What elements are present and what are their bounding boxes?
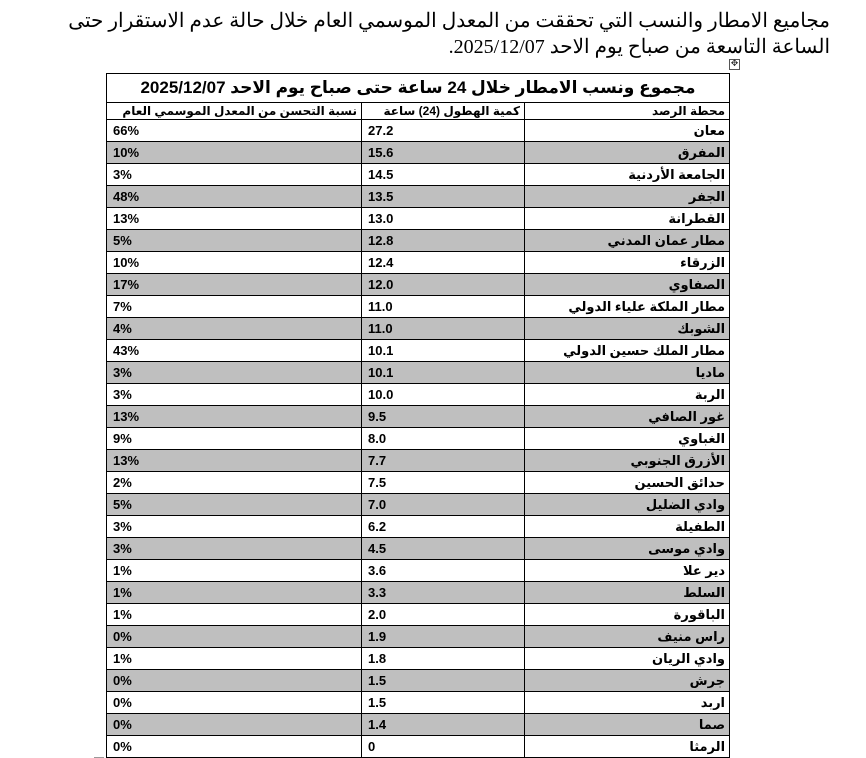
station-cell: دير علا	[525, 560, 730, 582]
pct-cell: 4%	[107, 318, 362, 340]
table-row	[107, 384, 730, 406]
station-cell: جرش	[525, 670, 730, 692]
station-cell: اربد	[525, 692, 730, 714]
amount-cell: 1.5	[362, 692, 525, 714]
table-row	[107, 582, 730, 604]
pct-cell: 1%	[107, 560, 362, 582]
pct-cell: 2%	[107, 472, 362, 494]
amount-cell: 1.9	[362, 626, 525, 648]
station-cell: الجفر	[525, 186, 730, 208]
pct-cell: 10%	[107, 142, 362, 164]
table-row	[107, 296, 730, 318]
pct-cell: 3%	[107, 538, 362, 560]
table-row	[107, 164, 730, 186]
amount-cell: 10.1	[362, 362, 525, 384]
amount-cell: 3.6	[362, 560, 525, 582]
pct-cell: 1%	[107, 582, 362, 604]
pct-cell: 3%	[107, 384, 362, 406]
station-cell: الربة	[525, 384, 730, 406]
amount-cell: 27.2	[362, 120, 525, 142]
station-cell: الشوبك	[525, 318, 730, 340]
station-cell: وادي الريان	[525, 648, 730, 670]
pct-cell: 5%	[107, 494, 362, 516]
amount-cell: 14.5	[362, 164, 525, 186]
pct-cell: 13%	[107, 208, 362, 230]
table-row	[107, 318, 730, 340]
pct-cell: 48%	[107, 186, 362, 208]
station-cell: مطار عمان المدني	[525, 230, 730, 252]
table-row	[107, 362, 730, 384]
station-cell: ماديا	[525, 362, 730, 384]
pct-cell: 43%	[107, 340, 362, 362]
amount-cell: 12.4	[362, 252, 525, 274]
station-cell: الجامعة الأردنية	[525, 164, 730, 186]
pct-cell: 0%	[107, 692, 362, 714]
table-row	[107, 692, 730, 714]
amount-cell: 11.0	[362, 296, 525, 318]
table-row	[107, 472, 730, 494]
header-amount: كمية الهطول (24) ساعة	[362, 103, 525, 120]
pct-cell: 17%	[107, 274, 362, 296]
amount-cell: 4.5	[362, 538, 525, 560]
amount-cell: 1.8	[362, 648, 525, 670]
table-row	[107, 714, 730, 736]
station-cell: الطفيلة	[525, 516, 730, 538]
pct-cell: 3%	[107, 164, 362, 186]
table-body	[107, 120, 730, 758]
amount-cell: 12.8	[362, 230, 525, 252]
amount-cell: 7.7	[362, 450, 525, 472]
station-cell: وادي الضليل	[525, 494, 730, 516]
header-station: محطة الرصد	[525, 103, 730, 120]
amount-cell: 13.5	[362, 186, 525, 208]
table-row	[107, 230, 730, 252]
pct-cell: 0%	[107, 714, 362, 736]
table-row	[107, 450, 730, 472]
table-row	[107, 560, 730, 582]
amount-cell: 13.0	[362, 208, 525, 230]
station-cell: غور الصافي	[525, 406, 730, 428]
pct-cell: 66%	[107, 120, 362, 142]
table-move-handle-icon[interactable]: ✥	[730, 59, 739, 69]
table-row	[107, 274, 730, 296]
table-row	[107, 186, 730, 208]
table-row	[107, 494, 730, 516]
pct-cell: 9%	[107, 428, 362, 450]
table-title: مجموع ونسب الامطار خلال 24 ساعة حتى صباح يوم الاحد 2025/12/07	[107, 74, 730, 103]
pct-cell: 10%	[107, 252, 362, 274]
station-cell: القطرانة	[525, 208, 730, 230]
station-cell: السلط	[525, 582, 730, 604]
pct-cell: 3%	[107, 516, 362, 538]
amount-cell: 8.0	[362, 428, 525, 450]
table-row	[107, 120, 730, 142]
amount-cell: 1.4	[362, 714, 525, 736]
amount-cell: 0	[362, 736, 525, 758]
station-cell: معان	[525, 120, 730, 142]
station-cell: حدائق الحسين	[525, 472, 730, 494]
pct-cell: 7%	[107, 296, 362, 318]
table-row	[107, 538, 730, 560]
amount-cell: 2.0	[362, 604, 525, 626]
table-row	[107, 142, 730, 164]
station-cell: مطار الملك حسين الدولي	[525, 340, 730, 362]
header-percent: نسبة التحسن من المعدل الموسمي العام	[107, 103, 362, 120]
amount-cell: 11.0	[362, 318, 525, 340]
amount-cell: 9.5	[362, 406, 525, 428]
amount-cell: 7.0	[362, 494, 525, 516]
pct-cell: 1%	[107, 648, 362, 670]
station-cell: الصفاوي	[525, 274, 730, 296]
station-cell: راس منيف	[525, 626, 730, 648]
table-row	[107, 406, 730, 428]
table-row	[107, 252, 730, 274]
table-row	[107, 670, 730, 692]
pct-cell: 13%	[107, 406, 362, 428]
pct-cell: 5%	[107, 230, 362, 252]
pct-cell: 3%	[107, 362, 362, 384]
table-row	[107, 428, 730, 450]
station-cell: الزرقاء	[525, 252, 730, 274]
station-cell: الرمثا	[525, 736, 730, 758]
station-cell: وادي موسى	[525, 538, 730, 560]
station-cell: مطار الملكة علياء الدولي	[525, 296, 730, 318]
station-cell: المفرق	[525, 142, 730, 164]
pct-cell: 1%	[107, 604, 362, 626]
amount-cell: 7.5	[362, 472, 525, 494]
table-row	[107, 736, 730, 758]
pct-cell: 0%	[107, 670, 362, 692]
station-cell: الأزرق الجنوبي	[525, 450, 730, 472]
amount-cell: 15.6	[362, 142, 525, 164]
amount-cell: 10.1	[362, 340, 525, 362]
pct-cell: 0%	[107, 626, 362, 648]
station-cell: الباقورة	[525, 604, 730, 626]
table-row	[107, 516, 730, 538]
station-cell: صما	[525, 714, 730, 736]
amount-cell: 10.0	[362, 384, 525, 406]
table-row	[107, 626, 730, 648]
intro-paragraph: مجاميع الامطار والنسب التي تحققت من المعدل الموسمي العام خلال حالة عدم الاستقرار حتى الساعة التاسعة من صباح يوم الاحد 2025/12/07.	[68, 10, 830, 58]
amount-cell: 1.5	[362, 670, 525, 692]
amount-cell: 3.3	[362, 582, 525, 604]
table-row	[107, 208, 730, 230]
table-row	[107, 340, 730, 362]
amount-cell: 6.2	[362, 516, 525, 538]
pct-cell: 13%	[107, 450, 362, 472]
amount-cell: 12.0	[362, 274, 525, 296]
station-cell: الغباوي	[525, 428, 730, 450]
table-row	[107, 604, 730, 626]
rainfall-table	[106, 73, 730, 758]
pct-cell: 0%	[107, 736, 362, 758]
table-header-row	[107, 103, 730, 120]
table-row	[107, 648, 730, 670]
